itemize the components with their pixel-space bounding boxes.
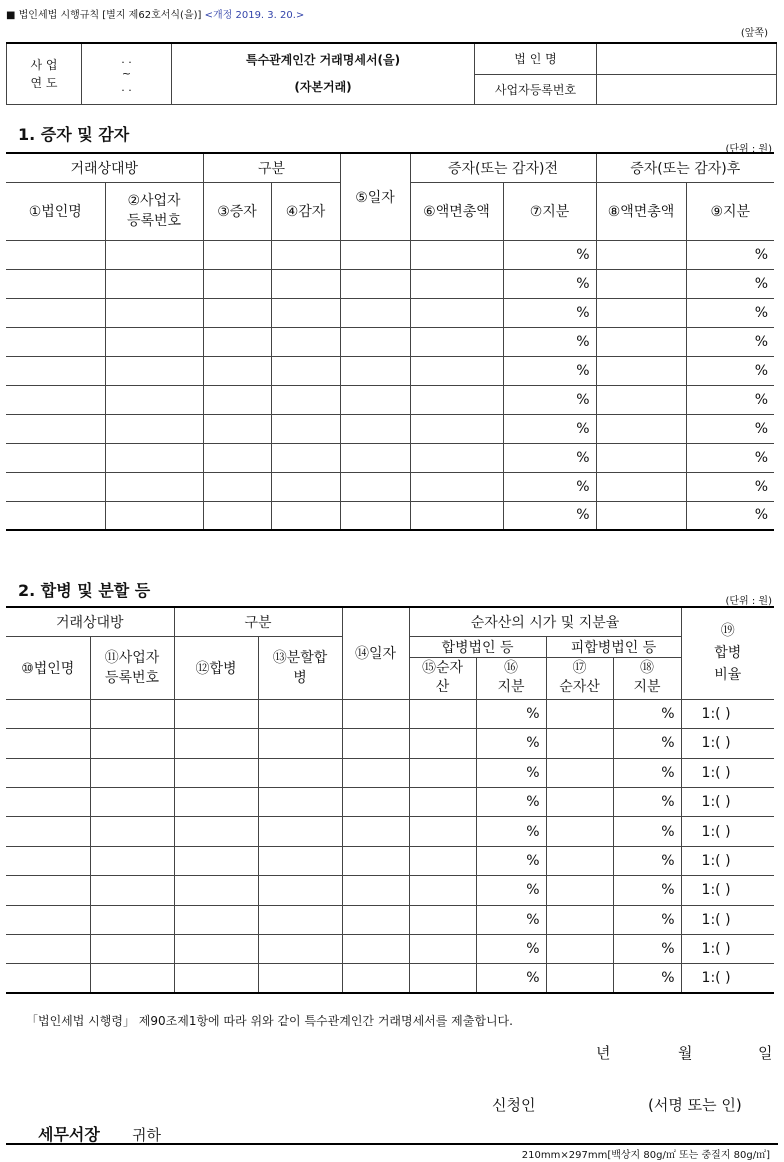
- share-percent-cell[interactable]: %: [613, 699, 681, 728]
- h-after: 증자(또는 감자)후: [596, 153, 774, 182]
- s2-cell[interactable]: [258, 699, 342, 728]
- share-percent-cell[interactable]: %: [613, 788, 681, 817]
- s1-cell[interactable]: [6, 356, 105, 385]
- s1-cell[interactable]: [596, 356, 686, 385]
- h2-merger: ⑫합병: [174, 636, 258, 699]
- share-percent-cell[interactable]: %: [476, 729, 546, 758]
- s2-cell[interactable]: [174, 788, 258, 817]
- s2-cell[interactable]: [6, 729, 90, 758]
- s2-cell[interactable]: [174, 876, 258, 905]
- s2-cell[interactable]: [90, 846, 174, 875]
- s2-cell[interactable]: [90, 699, 174, 728]
- s1-cell[interactable]: [410, 385, 503, 414]
- merger-ratio-cell[interactable]: 1:( ): [681, 699, 774, 728]
- table-row: [6, 699, 774, 728]
- s1-cell[interactable]: [596, 385, 686, 414]
- s2-cell[interactable]: [6, 817, 90, 846]
- s2-cell[interactable]: [90, 758, 174, 787]
- h2-merger-ratio: ⑲ 합병 비율: [681, 607, 774, 699]
- s1-cell[interactable]: [105, 443, 203, 472]
- share-percent-cell[interactable]: %: [686, 501, 774, 530]
- table-row: [6, 443, 774, 472]
- share-percent-cell[interactable]: %: [476, 788, 546, 817]
- share-percent-cell[interactable]: %: [503, 327, 596, 356]
- s1-cell[interactable]: [203, 385, 271, 414]
- square-bullet-icon: ■: [6, 10, 16, 21]
- s1-cell[interactable]: [271, 269, 340, 298]
- h-biz-no: ②사업자 등록번호: [105, 182, 203, 240]
- s2-cell[interactable]: [90, 935, 174, 964]
- table-row: [6, 240, 774, 269]
- s2-cell[interactable]: [342, 699, 409, 728]
- s2-cell[interactable]: [6, 905, 90, 934]
- h2-net17: ⑰ 순자산: [546, 657, 613, 699]
- s1-cell[interactable]: [596, 501, 686, 530]
- section1-unit: (단위 : 원): [725, 144, 772, 155]
- table-row: [6, 414, 774, 443]
- s2-cell[interactable]: [258, 729, 342, 758]
- s2-cell[interactable]: [258, 876, 342, 905]
- h2-net-asset: 순자산의 시가 및 지분율: [409, 607, 681, 636]
- s2-cell[interactable]: [6, 935, 90, 964]
- s2-cell[interactable]: [342, 876, 409, 905]
- capital-increase-decrease-table: [6, 152, 774, 531]
- share-percent-cell[interactable]: %: [686, 298, 774, 327]
- s1-cell[interactable]: [6, 269, 105, 298]
- table-row: [6, 327, 774, 356]
- s1-cell[interactable]: [203, 240, 271, 269]
- s2-cell[interactable]: [409, 964, 476, 993]
- share-percent-cell[interactable]: %: [476, 758, 546, 787]
- month-label: 월: [678, 1044, 693, 1062]
- s1-cell[interactable]: [203, 472, 271, 501]
- merger-ratio-cell[interactable]: 1:( ): [681, 846, 774, 875]
- s2-cell[interactable]: [90, 817, 174, 846]
- merger-ratio-cell[interactable]: 1:( ): [681, 729, 774, 758]
- s2-cell[interactable]: [342, 817, 409, 846]
- s1-cell[interactable]: [340, 240, 410, 269]
- table-row: [6, 729, 774, 758]
- s1-cell[interactable]: [271, 240, 340, 269]
- s1-cell[interactable]: [596, 240, 686, 269]
- s2-cell[interactable]: [342, 788, 409, 817]
- s2-cell[interactable]: [409, 817, 476, 846]
- s1-cell[interactable]: [410, 472, 503, 501]
- h-category: 구분: [203, 153, 340, 182]
- share-percent-cell[interactable]: %: [686, 414, 774, 443]
- share-percent-cell[interactable]: %: [613, 846, 681, 875]
- s2-cell[interactable]: [546, 758, 613, 787]
- s1-cell[interactable]: [203, 501, 271, 530]
- s2-cell[interactable]: [546, 846, 613, 875]
- paper-spec: 210mm×297mm[백상지 80g/㎡ 또는 중질지 80g/㎡]: [521, 1150, 770, 1161]
- h2-share16: ⑯ 지분: [476, 657, 546, 699]
- s1-cell[interactable]: [410, 414, 503, 443]
- table-row: [6, 472, 774, 501]
- s2-cell[interactable]: [342, 846, 409, 875]
- s2-cell[interactable]: [6, 964, 90, 993]
- form-title-sub: (자본거래): [294, 80, 352, 94]
- s1-cell[interactable]: [105, 472, 203, 501]
- s1-cell[interactable]: [596, 414, 686, 443]
- form-header-table: [6, 42, 777, 105]
- merger-ratio-cell[interactable]: 1:( ): [681, 935, 774, 964]
- h-counterparty: 거래상대방: [6, 153, 203, 182]
- s2-cell[interactable]: [546, 817, 613, 846]
- s2-cell[interactable]: [174, 964, 258, 993]
- table-row: [6, 501, 774, 530]
- h2-counterparty: 거래상대방: [6, 607, 174, 636]
- s1-cell[interactable]: [271, 472, 340, 501]
- share-percent-cell[interactable]: %: [686, 327, 774, 356]
- table-row: [6, 905, 774, 934]
- share-percent-cell[interactable]: %: [476, 699, 546, 728]
- merger-split-table: [6, 606, 774, 994]
- s1-cell[interactable]: [410, 327, 503, 356]
- s1-cell[interactable]: [271, 414, 340, 443]
- s1-cell[interactable]: [6, 472, 105, 501]
- revision-date: <개정 2019. 3. 20.>: [204, 10, 305, 21]
- s1-cell[interactable]: [6, 414, 105, 443]
- merger-ratio-cell[interactable]: 1:( ): [681, 964, 774, 993]
- h2-biz-no: ⑪사업자 등록번호: [90, 636, 174, 699]
- s1-cell[interactable]: [596, 327, 686, 356]
- share-percent-cell[interactable]: %: [476, 876, 546, 905]
- s2-cell[interactable]: [409, 935, 476, 964]
- s2-cell[interactable]: [90, 729, 174, 758]
- s2-cell[interactable]: [6, 699, 90, 728]
- h-increase: ③증자: [203, 182, 271, 240]
- s2-cell[interactable]: [90, 876, 174, 905]
- applicant-label: 신청인: [492, 1096, 536, 1114]
- s1-cell[interactable]: [271, 356, 340, 385]
- s2-cell[interactable]: [258, 817, 342, 846]
- s1-cell[interactable]: [271, 443, 340, 472]
- s2-cell[interactable]: [174, 729, 258, 758]
- s2-cell[interactable]: [6, 846, 90, 875]
- s1-cell[interactable]: [203, 356, 271, 385]
- table-row: [6, 817, 774, 846]
- s2-cell[interactable]: [409, 729, 476, 758]
- s2-cell[interactable]: [342, 905, 409, 934]
- s1-cell[interactable]: [105, 356, 203, 385]
- s1-cell[interactable]: [271, 298, 340, 327]
- share-percent-cell[interactable]: %: [613, 935, 681, 964]
- share-percent-cell[interactable]: %: [613, 817, 681, 846]
- s1-cell[interactable]: [596, 472, 686, 501]
- share-percent-cell[interactable]: %: [503, 501, 596, 530]
- addressee-suffix: 귀하: [132, 1126, 161, 1144]
- s1-cell[interactable]: [340, 414, 410, 443]
- table-row: [6, 876, 774, 905]
- h2-merged: 피합병법인 등: [546, 636, 681, 657]
- s1-cell[interactable]: [596, 298, 686, 327]
- s2-cell[interactable]: [174, 846, 258, 875]
- h2-category: 구분: [174, 607, 342, 636]
- merger-ratio-cell[interactable]: 1:( ): [681, 788, 774, 817]
- share-percent-cell[interactable]: %: [503, 269, 596, 298]
- s1-cell[interactable]: [203, 443, 271, 472]
- h-share-before: ⑦지분: [503, 182, 596, 240]
- s1-cell[interactable]: [410, 298, 503, 327]
- s2-cell[interactable]: [342, 935, 409, 964]
- s1-cell[interactable]: [6, 443, 105, 472]
- s1-cell[interactable]: [340, 269, 410, 298]
- share-percent-cell[interactable]: %: [613, 758, 681, 787]
- s1-cell[interactable]: [203, 298, 271, 327]
- s2-cell[interactable]: [258, 964, 342, 993]
- h2-share18: ⑱ 지분: [613, 657, 681, 699]
- s2-cell[interactable]: [174, 935, 258, 964]
- year-label: 년: [596, 1044, 611, 1062]
- share-percent-cell[interactable]: %: [503, 414, 596, 443]
- share-percent-cell[interactable]: %: [476, 846, 546, 875]
- s1-cell[interactable]: [6, 298, 105, 327]
- h-face-before: ⑥액면총액: [410, 182, 503, 240]
- h-decrease: ④감자: [271, 182, 340, 240]
- share-percent-cell[interactable]: %: [503, 240, 596, 269]
- s2-cell[interactable]: [6, 758, 90, 787]
- section2-title: 2. 합병 및 분할 등: [18, 581, 151, 600]
- s1-cell[interactable]: [105, 327, 203, 356]
- merger-ratio-cell[interactable]: 1:( ): [681, 876, 774, 905]
- share-percent-cell[interactable]: %: [613, 964, 681, 993]
- s2-cell[interactable]: [546, 876, 613, 905]
- share-percent-cell[interactable]: %: [503, 443, 596, 472]
- share-percent-cell[interactable]: %: [503, 298, 596, 327]
- submission-statement: 「법인세법 시행령」 제90조제1항에 따라 위와 같이 특수관계인간 거래명세서를 제출합니다.: [26, 1014, 513, 1028]
- table-row: [6, 935, 774, 964]
- s1-cell[interactable]: [271, 327, 340, 356]
- section2-unit: (단위 : 원): [725, 596, 772, 607]
- s1-cell[interactable]: [105, 240, 203, 269]
- s1-cell[interactable]: [340, 385, 410, 414]
- s2-cell[interactable]: [409, 758, 476, 787]
- table-row: [6, 298, 774, 327]
- bottom-divider: [6, 1143, 778, 1145]
- merger-ratio-cell[interactable]: 1:( ): [681, 758, 774, 787]
- h-corp-name: ①법인명: [6, 182, 105, 240]
- s1-cell[interactable]: [340, 298, 410, 327]
- table-row: [6, 269, 774, 298]
- form-reference: [6, 6, 304, 21]
- h2-surviving: 합병법인 등: [409, 636, 546, 657]
- share-percent-cell[interactable]: %: [686, 269, 774, 298]
- merger-ratio-cell[interactable]: 1:( ): [681, 905, 774, 934]
- form-reference-text: 법인세법 시행규칙 [별지 제62호서식(을)]: [18, 10, 202, 21]
- business-year-field[interactable]: . . ~ . .: [82, 43, 172, 105]
- s2-cell[interactable]: [546, 729, 613, 758]
- h-share-after: ⑨지분: [686, 182, 774, 240]
- share-percent-cell[interactable]: %: [476, 935, 546, 964]
- s1-cell[interactable]: [410, 269, 503, 298]
- s2-cell[interactable]: [409, 905, 476, 934]
- s1-cell[interactable]: [410, 443, 503, 472]
- s1-cell[interactable]: [410, 240, 503, 269]
- s2-cell[interactable]: [258, 758, 342, 787]
- share-percent-cell[interactable]: %: [476, 905, 546, 934]
- s2-cell[interactable]: [90, 964, 174, 993]
- s1-cell[interactable]: [340, 327, 410, 356]
- s2-cell[interactable]: [174, 699, 258, 728]
- s1-cell[interactable]: [410, 356, 503, 385]
- biz-reg-no-label: 사업자등록번호: [475, 74, 597, 104]
- signature-label: (서명 또는 인): [648, 1096, 742, 1114]
- s2-cell[interactable]: [6, 788, 90, 817]
- s1-cell[interactable]: [6, 240, 105, 269]
- table-row: [6, 385, 774, 414]
- merger-ratio-cell[interactable]: 1:( ): [681, 817, 774, 846]
- share-percent-cell[interactable]: %: [613, 876, 681, 905]
- s2-cell[interactable]: [258, 788, 342, 817]
- s2-cell[interactable]: [409, 699, 476, 728]
- h-before: 증자(또는 감자)전: [410, 153, 596, 182]
- s2-cell[interactable]: [174, 817, 258, 846]
- share-percent-cell[interactable]: %: [613, 905, 681, 934]
- h2-date: ⑭일자: [342, 607, 409, 699]
- s1-cell[interactable]: [105, 501, 203, 530]
- tax-office-label: 세무서장: [38, 1125, 100, 1144]
- table-row: [6, 788, 774, 817]
- share-percent-cell[interactable]: %: [686, 356, 774, 385]
- s2-cell[interactable]: [342, 758, 409, 787]
- s2-cell[interactable]: [258, 935, 342, 964]
- share-percent-cell[interactable]: %: [503, 472, 596, 501]
- biz-reg-no-field[interactable]: [597, 74, 777, 104]
- form-title-main: 특수관계인간 거래명세서(을): [245, 53, 401, 67]
- s1-cell[interactable]: [6, 327, 105, 356]
- table-row: [6, 356, 774, 385]
- share-percent-cell[interactable]: %: [503, 356, 596, 385]
- s1-cell[interactable]: [203, 327, 271, 356]
- s1-cell[interactable]: [105, 298, 203, 327]
- share-percent-cell[interactable]: %: [686, 472, 774, 501]
- day-label: 일: [758, 1044, 773, 1062]
- section1-title: 1. 증자 및 감자: [18, 125, 130, 144]
- corp-name-label: 법 인 명: [475, 43, 597, 74]
- s2-cell[interactable]: [90, 788, 174, 817]
- share-percent-cell[interactable]: %: [686, 240, 774, 269]
- share-percent-cell[interactable]: %: [476, 817, 546, 846]
- s2-cell[interactable]: [546, 964, 613, 993]
- s2-cell[interactable]: [409, 846, 476, 875]
- s1-cell[interactable]: [410, 501, 503, 530]
- s2-cell[interactable]: [90, 905, 174, 934]
- h2-split: ⑬분할합 병: [258, 636, 342, 699]
- s1-cell[interactable]: [6, 501, 105, 530]
- s2-cell[interactable]: [409, 788, 476, 817]
- business-year-label: 사 업 연 도: [7, 43, 82, 105]
- s1-cell[interactable]: [203, 414, 271, 443]
- s2-cell[interactable]: [174, 905, 258, 934]
- s1-cell[interactable]: [203, 269, 271, 298]
- share-percent-cell[interactable]: %: [686, 385, 774, 414]
- s2-cell[interactable]: [342, 729, 409, 758]
- s1-cell[interactable]: [271, 501, 340, 530]
- share-percent-cell[interactable]: %: [613, 729, 681, 758]
- s1-cell[interactable]: [105, 385, 203, 414]
- s1-cell[interactable]: [6, 385, 105, 414]
- s1-cell[interactable]: [105, 269, 203, 298]
- s1-cell[interactable]: [105, 414, 203, 443]
- share-percent-cell[interactable]: %: [476, 964, 546, 993]
- s2-cell[interactable]: [546, 935, 613, 964]
- s2-cell[interactable]: [258, 846, 342, 875]
- form-title: [172, 43, 475, 105]
- s2-cell[interactable]: [6, 876, 90, 905]
- s2-cell[interactable]: [409, 876, 476, 905]
- s1-cell[interactable]: [340, 443, 410, 472]
- s2-cell[interactable]: [174, 758, 258, 787]
- s1-cell[interactable]: [271, 385, 340, 414]
- s1-cell[interactable]: [340, 356, 410, 385]
- share-percent-cell[interactable]: %: [686, 443, 774, 472]
- table-row: [6, 964, 774, 993]
- s1-cell[interactable]: [596, 269, 686, 298]
- s1-cell[interactable]: [596, 443, 686, 472]
- s1-cell[interactable]: [340, 501, 410, 530]
- share-percent-cell[interactable]: %: [503, 385, 596, 414]
- s2-cell[interactable]: [258, 905, 342, 934]
- table-row: [6, 846, 774, 875]
- corp-name-field[interactable]: [597, 43, 777, 74]
- s1-cell[interactable]: [340, 472, 410, 501]
- s2-cell[interactable]: [546, 699, 613, 728]
- h2-corp-name: ⑩법인명: [6, 636, 90, 699]
- s2-cell[interactable]: [342, 964, 409, 993]
- page-side-label: (앞쪽): [740, 28, 768, 39]
- s2-cell[interactable]: [546, 905, 613, 934]
- h2-net15: ⑮순자 산: [409, 657, 476, 699]
- h-date: ⑤일자: [340, 153, 410, 240]
- table-row: [6, 758, 774, 787]
- h-face-after: ⑧액면총액: [596, 182, 686, 240]
- s2-cell[interactable]: [546, 788, 613, 817]
